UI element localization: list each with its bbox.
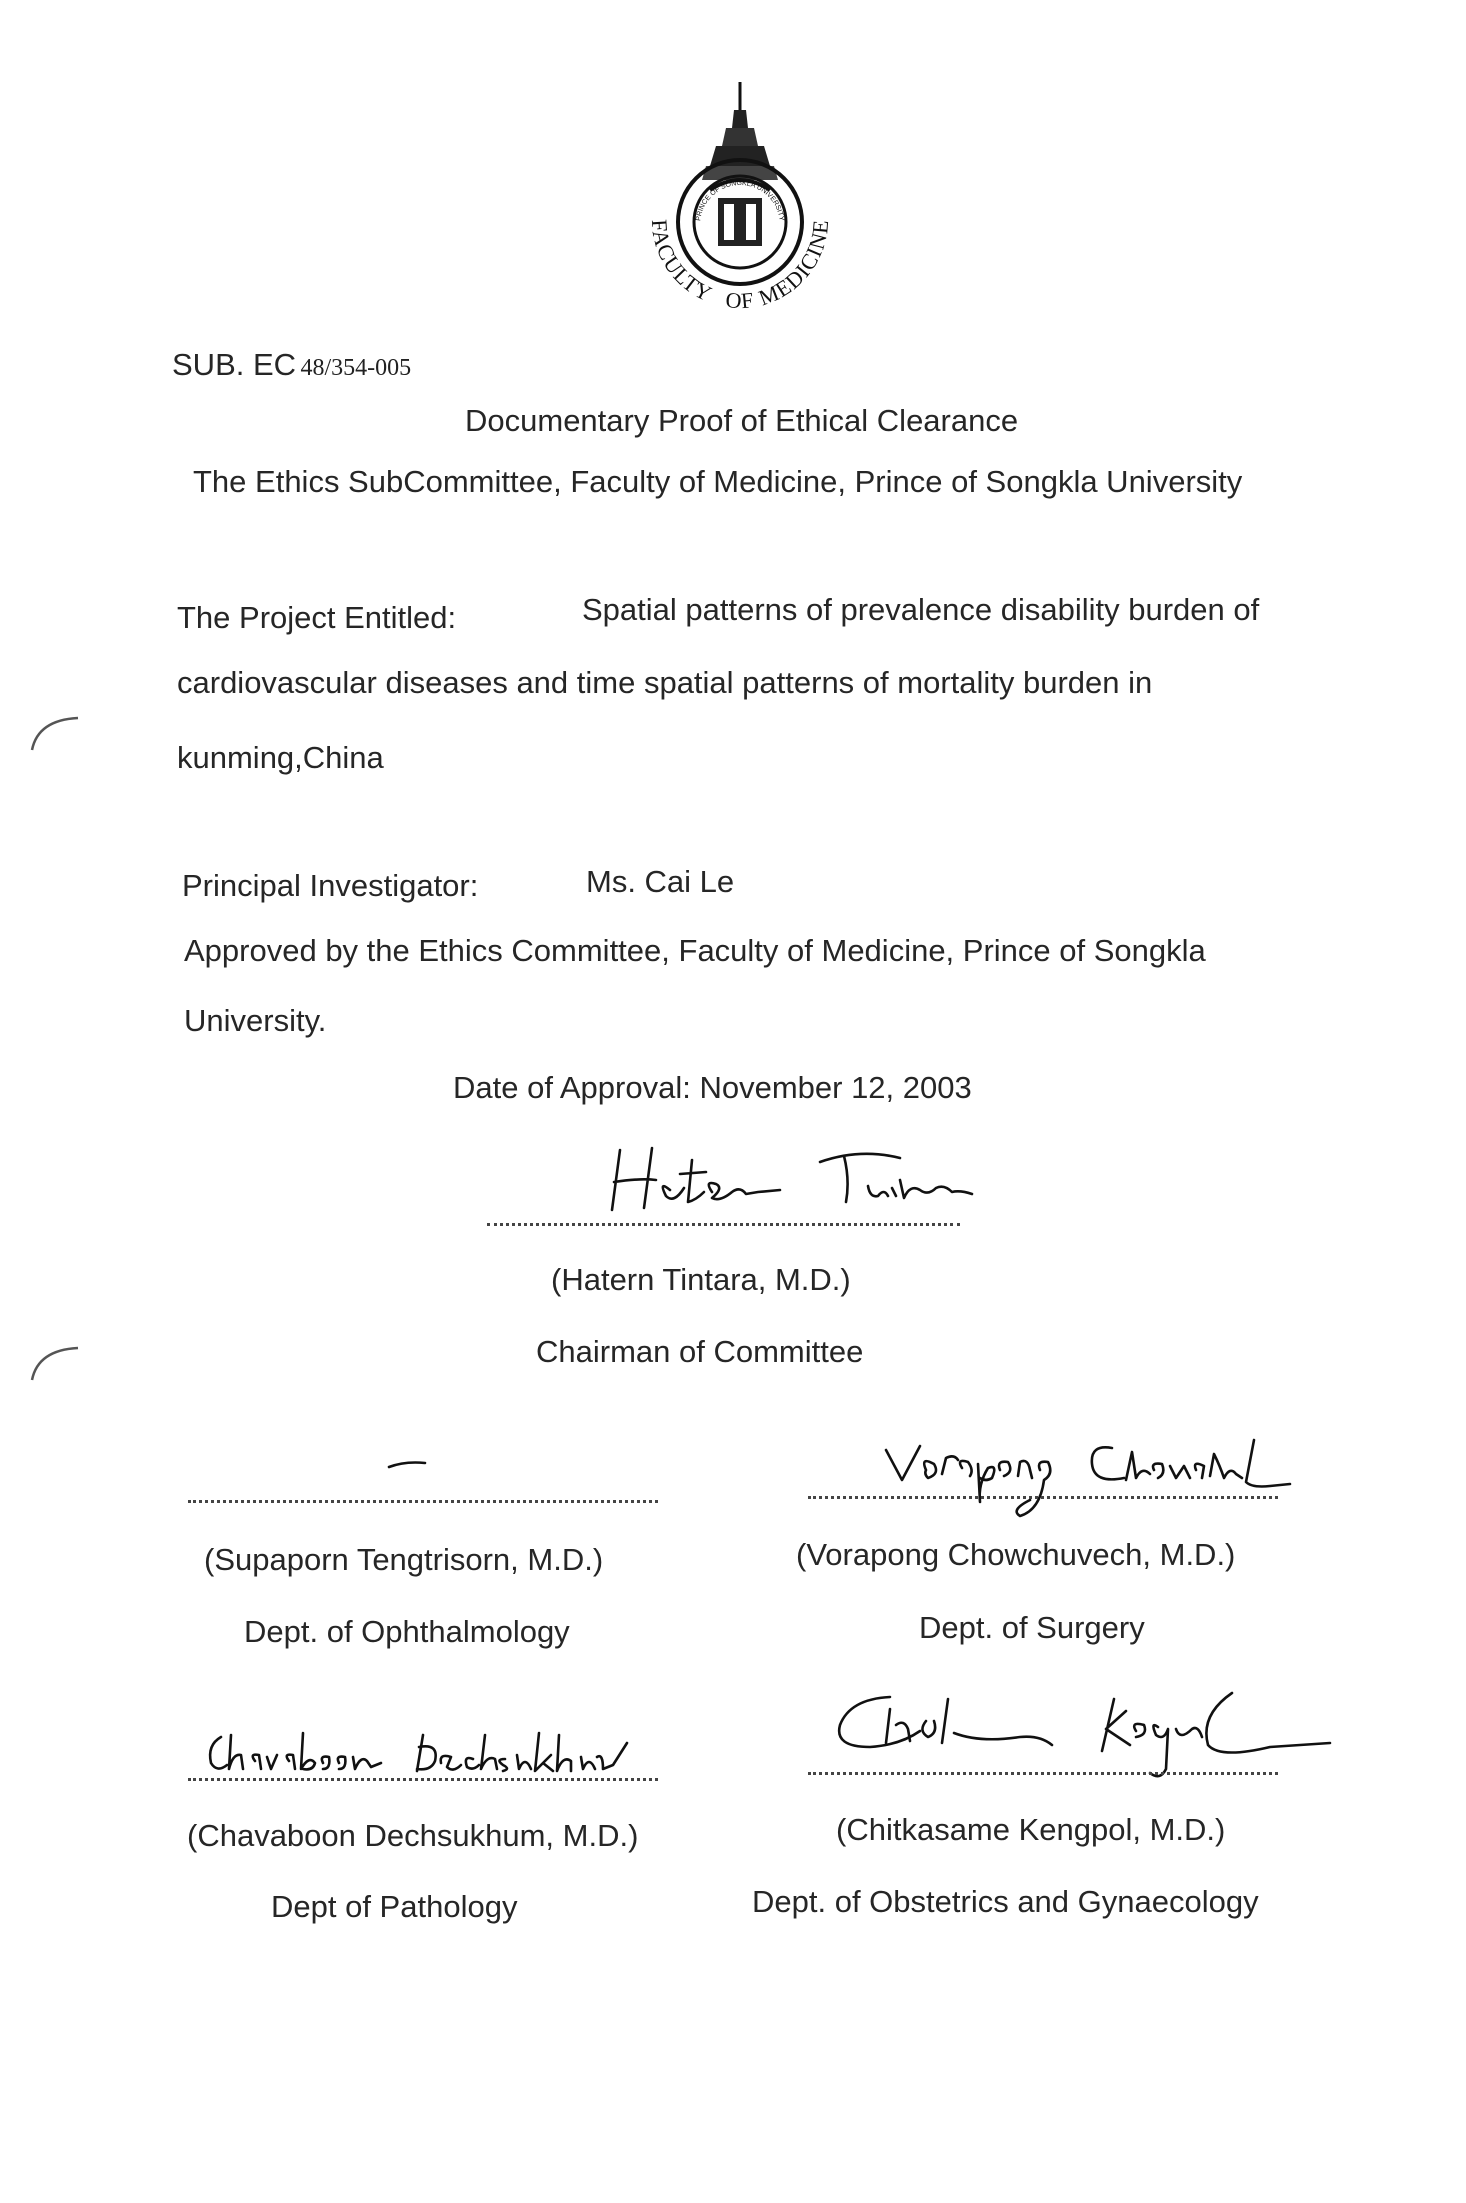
hole-punch-mark-bottom [28,1340,88,1390]
signature-line-pathology [188,1778,658,1781]
signatory-role-pathology: Dept of Pathology [271,1889,518,1924]
signatory-role-chairman: Chairman of Committee [536,1334,864,1369]
signatory-role-ophthalmology: Dept. of Ophthalmology [244,1614,570,1649]
signature-mark-ophthalmology [385,1455,435,1475]
seal-text-left: FACULTY [646,218,717,307]
signature-vorapong-chowchuvech [880,1430,1300,1525]
project-title-line-1: Spatial patterns of prevalence disability burden of [582,592,1260,627]
seal-text-bottom: OF [724,287,756,314]
signature-line-chairman [487,1223,960,1226]
reference-number [172,347,411,383]
document-subtitle: The Ethics SubCommittee, Faculty of Medicine, Prince of Songkla University [193,464,1243,499]
signatory-name-ophthalmology: (Supaporn Tengtrisorn, M.D.) [204,1542,604,1577]
approval-date-value: November 12, 2003 [699,1070,972,1105]
signatory-name-obstetrics: (Chitkasame Kengpol, M.D.) [836,1812,1226,1847]
signatory-name-chairman: (Hatern Tintara, M.D.) [551,1262,851,1297]
signature-hatern-tintara [600,1140,1020,1220]
faculty-of-medicine-seal [630,80,850,325]
approval-date [453,1070,972,1106]
investigator-name: Ms. Cai Le [586,864,735,899]
reference-label: SUB. EC [172,347,297,382]
svg-text:FACULTY [647,219,717,307]
reference-code: 48/354-005 [300,355,412,381]
signatory-role-obstetrics: Dept. of Obstetrics and Gynaecology [752,1884,1259,1919]
signatory-name-surgery: (Vorapong Chowchuvech, M.D.) [796,1537,1236,1572]
document-title: Documentary Proof of Ethical Clearance [465,403,1019,438]
approval-line-1: Approved by the Ethics Committee, Faculty of Medicine, Prince of Songkla [184,933,1206,968]
project-title-line-3: kunming,China [177,740,384,775]
signature-chavaboon-dechsukhum [205,1725,625,1785]
seal-inner-text: PRINCE OF SONGKLA UNIVERSITY [695,179,785,222]
hole-punch-mark-top [28,710,88,760]
svg-text:OF [725,287,756,313]
signature-chitkasame-kengpol [830,1685,1350,1785]
signature-line-surgery [808,1496,1278,1499]
approval-date-label: Date of Approval: [453,1070,691,1105]
signature-line-ophthalmology [188,1500,658,1503]
approval-line-2: University. [184,1003,327,1038]
project-label: The Project Entitled: [177,600,457,635]
signatory-role-surgery: Dept. of Surgery [919,1610,1145,1645]
svg-text:MEDICINE [755,218,833,310]
signatory-name-pathology: (Chavaboon Dechsukhum, M.D.) [187,1818,639,1853]
signature-line-obstetrics [808,1772,1278,1775]
seal-text-right: MEDICINE [755,218,834,311]
project-title-line-2: cardiovascular diseases and time spatial patterns of mortality burden in [177,665,1153,700]
investigator-label: Principal Investigator: [182,868,479,903]
